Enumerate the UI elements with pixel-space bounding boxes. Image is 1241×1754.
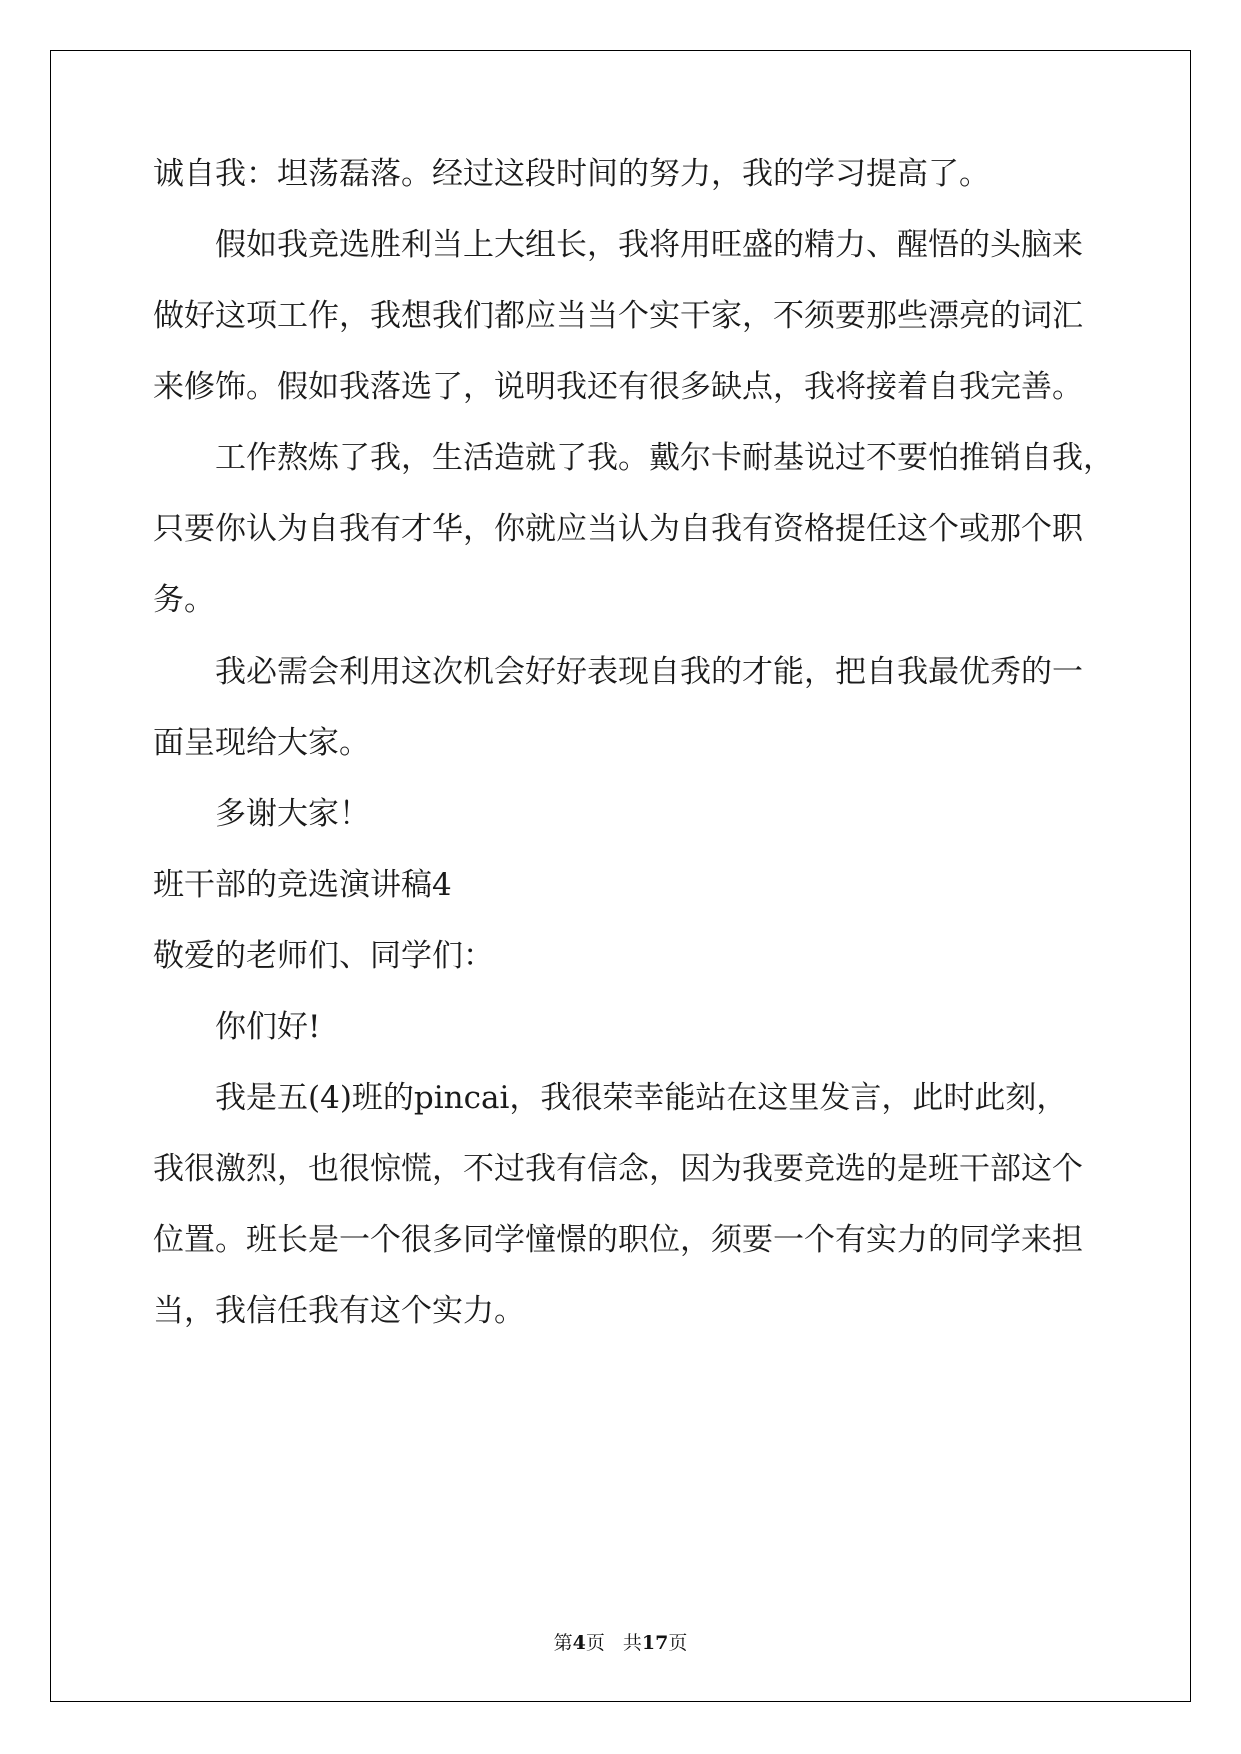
paragraph-line: 面呈现给大家。 xyxy=(153,725,370,761)
greeting: 你们好! xyxy=(215,1009,321,1045)
paragraph-line: 当，我信任我有这个实力。 xyxy=(153,1293,525,1329)
paragraph-line: 只要你认为自我有才华，你就应当认为自我有资格提任这个或那个职 xyxy=(153,511,1083,547)
paragraph-line: 我很激烈，也很惊慌，不过我有信念，因为我要竞选的是班干部这个 xyxy=(153,1151,1083,1187)
paragraph-line: 来修饰。假如我落选了，说明我还有很多缺点，我将接着自我完善。 xyxy=(153,369,1083,405)
paragraph-line: 我必需会利用这次机会好好表现自我的才能，把自我最优秀的一 xyxy=(215,654,1083,690)
section-heading: 班干部的竞选演讲稿4 xyxy=(153,867,452,903)
paragraph-line: 诚自我：坦荡磊落。经过这段时间的努力，我的学习提高了。 xyxy=(153,156,990,192)
page-footer xyxy=(0,1628,1241,1655)
page-suffix: 页 xyxy=(585,1632,605,1654)
page-prefix: 第 xyxy=(553,1632,573,1654)
total-prefix: 共 xyxy=(622,1632,642,1654)
paragraph-line: 务。 xyxy=(153,582,215,618)
paragraph-line: 我是五(4)班的pincai，我很荣幸能站在这里发言，此时此刻， xyxy=(215,1080,1068,1116)
total-pages: 17 xyxy=(641,1632,669,1654)
page-number: 4 xyxy=(572,1632,586,1654)
salutation: 敬爱的老师们、同学们： xyxy=(153,938,494,974)
closing-line: 多谢大家！ xyxy=(215,796,370,832)
paragraph-line: 位置。班长是一个很多同学憧憬的职位，须要一个有实力的同学来担 xyxy=(153,1222,1083,1258)
paragraph-line: 工作熬炼了我，生活造就了我。戴尔卡耐基说过不要怕推销自我， xyxy=(215,440,1114,476)
paragraph-line: 假如我竞选胜利当上大组长，我将用旺盛的精力、醒悟的头脑来 xyxy=(215,227,1083,263)
total-suffix: 页 xyxy=(668,1632,688,1654)
paragraph-line: 做好这项工作，我想我们都应当当个实干家，不须要那些漂亮的词汇 xyxy=(153,298,1083,334)
